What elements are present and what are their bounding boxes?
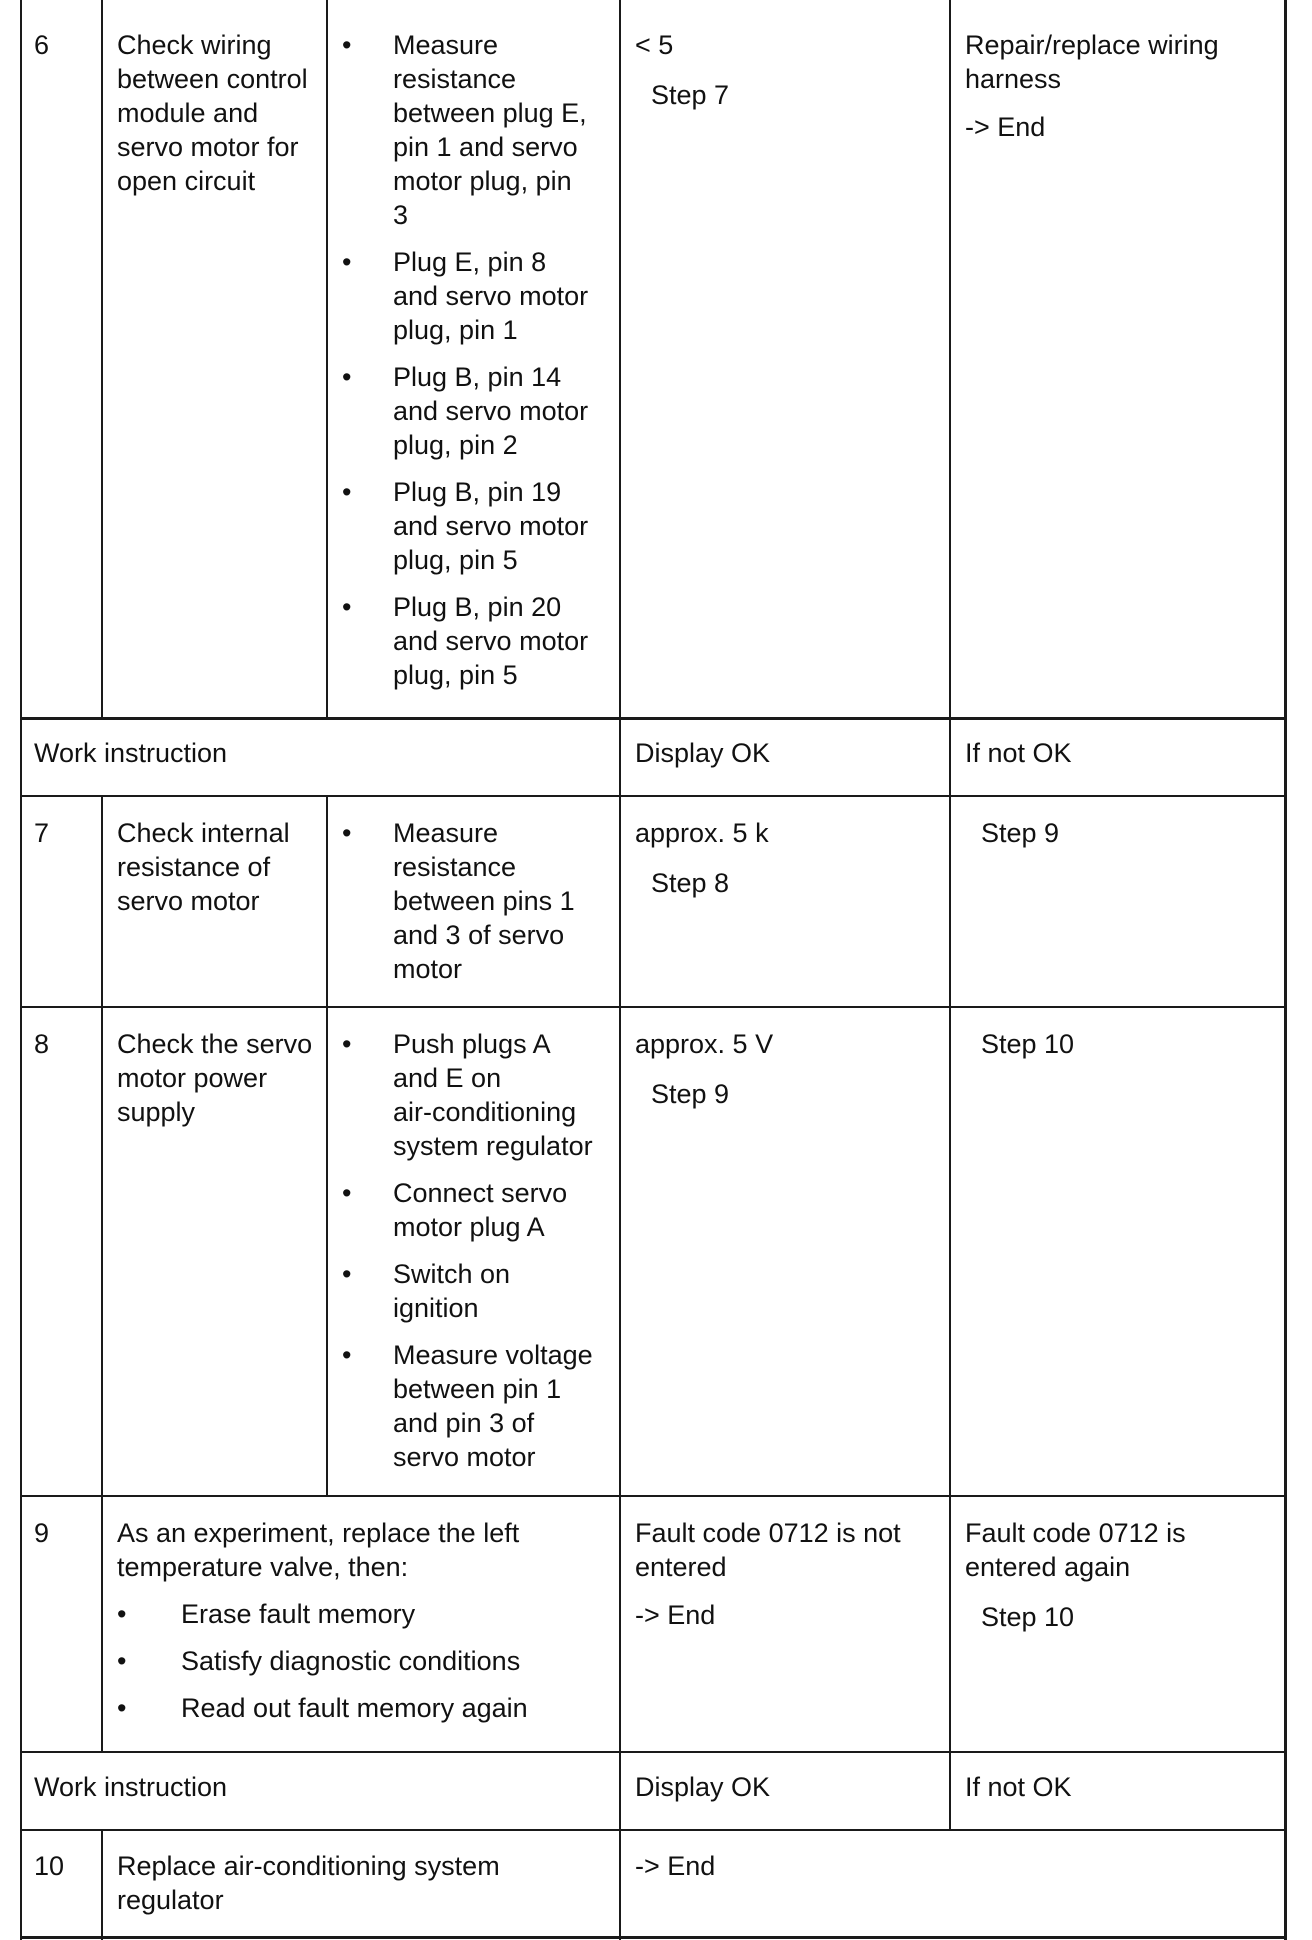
ok-next-step: -> End — [635, 1851, 716, 1881]
step-title: Replace air-conditioning system regulator — [117, 1851, 500, 1915]
step-actions — [331, 28, 588, 705]
list-item: • Measure resistance between pins 1 and 3 of servo motor — [342, 818, 575, 984]
row-rule — [20, 1751, 1287, 1753]
list-item: • Plug B, pin 20 and servo motor plug, pin 5 — [342, 592, 589, 690]
step-title: Check the servo motor power supply — [117, 1029, 313, 1127]
list-item: • Read out fault memory again — [117, 1693, 528, 1723]
header-work-instruction: Work instruction — [34, 738, 228, 768]
ok-value: approx. 5 V — [635, 1029, 774, 1059]
list-item: • Measure voltage between pin 1 and pin 3 of servo motor — [342, 1340, 593, 1472]
header-work-instruction: Work instruction — [34, 1772, 228, 1802]
list-item: • Connect servo motor plug A — [342, 1178, 568, 1242]
not-ok-next-step: Step 10 — [981, 1602, 1075, 1632]
not-ok-next-step: Step 9 — [981, 818, 1060, 848]
step-actions — [331, 1027, 593, 1487]
row-rule — [20, 1006, 1287, 1008]
column-rule — [101, 797, 103, 1752]
column-rule — [949, 0, 951, 1830]
not-ok-next-step: -> End — [965, 112, 1046, 142]
column-rule — [619, 0, 621, 1940]
list-item: • Measure resistance between plug E, pin 1 and servo motor plug, pin 3 — [342, 30, 587, 230]
step-number: 10 — [34, 1851, 65, 1881]
list-item: • Push plugs A and E on air-conditioning system regulator — [342, 1029, 593, 1161]
column-rule — [101, 0, 103, 718]
not-ok-next-step: Step 10 — [981, 1029, 1075, 1059]
not-ok-action: Repair/replace wiring harness — [965, 30, 1219, 94]
step-title: As an experiment, replace the left temperature valve, then: — [117, 1518, 520, 1582]
column-rule — [326, 797, 328, 1497]
list-item: • Plug E, pin 8 and servo motor plug, pin 1 — [342, 247, 589, 345]
step-number: 7 — [34, 818, 50, 848]
row-rule — [20, 1936, 1287, 1939]
column-rule — [326, 0, 328, 718]
list-item: • Plug B, pin 14 and servo motor plug, pin 2 — [342, 362, 589, 460]
ok-result: Fault code 0712 is not entered — [635, 1518, 901, 1582]
table-border-left — [20, 0, 22, 1940]
column-rule — [101, 1830, 103, 1940]
ok-value: approx. 5 k — [635, 818, 769, 848]
list-item: • Switch on ignition — [342, 1259, 511, 1323]
ok-next-step: Step 8 — [651, 868, 730, 898]
step-number: 8 — [34, 1029, 50, 1059]
header-display-ok: Display OK — [635, 738, 771, 768]
header-if-not-ok: If not OK — [965, 738, 1072, 768]
step-actions — [331, 816, 575, 999]
list-item: • Plug B, pin 19 and servo motor plug, pin 5 — [342, 477, 589, 575]
ok-next-step: -> End — [635, 1600, 716, 1630]
not-ok-result: Fault code 0712 is entered again — [965, 1518, 1186, 1582]
step-number: 9 — [34, 1518, 50, 1548]
ok-next-step: Step 7 — [651, 80, 730, 110]
header-display-ok: Display OK — [635, 1772, 771, 1802]
ok-value: < 5 — [635, 30, 674, 60]
table-border-right — [1284, 0, 1287, 1940]
list-item: • Erase fault memory — [117, 1599, 416, 1629]
row-rule — [20, 795, 1287, 797]
row-rule — [20, 717, 1287, 720]
row-rule — [20, 1829, 1287, 1831]
row-rule — [20, 1495, 1287, 1497]
list-item: • Satisfy diagnostic conditions — [117, 1646, 521, 1676]
ok-next-step: Step 9 — [651, 1079, 730, 1109]
step-title: Check wiring between control module and servo motor for open circuit — [117, 30, 308, 196]
step-title: Check internal resistance of servo motor — [117, 818, 290, 916]
header-if-not-ok: If not OK — [965, 1772, 1072, 1802]
step-actions — [106, 1597, 528, 1738]
step-number: 6 — [34, 30, 50, 60]
